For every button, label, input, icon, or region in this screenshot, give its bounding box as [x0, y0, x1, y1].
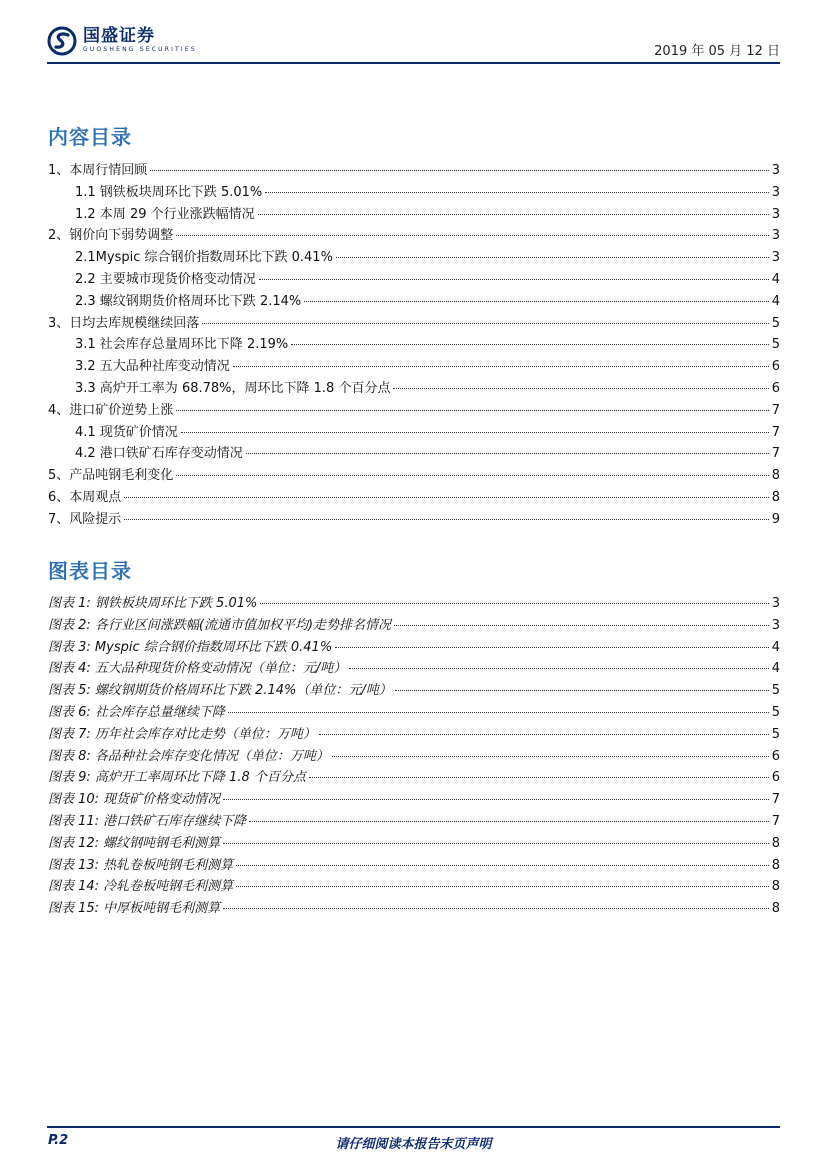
figure-entry-label: 图表 5: 螺纹钢期货价格周环比下跌 2.14%（单位：元/吨）: [48, 683, 392, 699]
toc-entry-label: 4、进口矿价逆势上涨: [48, 402, 174, 418]
dot-leader: [265, 192, 768, 193]
guosheng-logo-icon: [47, 26, 77, 56]
figure-entry-label: 图表 12: 螺纹钢吨钢毛利测算: [48, 835, 221, 851]
figure-entry[interactable]: [48, 875, 780, 897]
figure-entry-label: 图表 15: 中厚板吨钢毛利测算: [48, 901, 221, 917]
figure-entry-page: 8: [771, 901, 780, 917]
toc-entry-page: 3: [771, 250, 780, 266]
contents-list: [48, 159, 780, 530]
figure-entry-label: 图表 14: 冷轧卷板吨钢毛利测算: [48, 879, 234, 895]
figure-entry-page: 8: [771, 879, 780, 895]
toc-entry[interactable]: [48, 377, 780, 399]
dot-leader: [395, 690, 769, 691]
toc-entry-page: 7: [771, 402, 780, 418]
toc-entry-label: 1.2 本周 29 个行业涨跌幅情况: [75, 206, 255, 222]
figures-list: [48, 592, 780, 919]
toc-entry-label: 4.1 现货矿价情况: [75, 424, 178, 440]
dot-leader: [393, 388, 768, 389]
toc-entry-page: 6: [771, 359, 780, 375]
figure-entry-label: 图表 1: 钢铁板块周环比下跌 5.01%: [48, 596, 258, 611]
figure-entry[interactable]: [48, 657, 780, 679]
dot-leader: [319, 734, 769, 735]
figure-entry-label: 图表 4: 五大品种现货价格变动情况（单位：元/吨）: [48, 661, 347, 677]
toc-entry[interactable]: [48, 333, 780, 355]
dot-leader: [150, 170, 768, 171]
figure-entry[interactable]: [48, 614, 780, 636]
toc-entry[interactable]: [48, 464, 780, 486]
figure-entry[interactable]: [48, 636, 780, 658]
toc-entry-label: 5、产品吨钢毛利变化: [48, 468, 174, 484]
dot-leader: [223, 908, 769, 909]
figure-entry[interactable]: [48, 723, 780, 745]
figure-entry-label: 图表 3: Myspic 综合钢价指数周环比下跌 0.41%: [48, 639, 333, 655]
toc-entry-page: 7: [771, 424, 780, 440]
dot-leader: [233, 366, 769, 367]
dot-leader: [249, 821, 769, 822]
figure-entry-page: 7: [771, 792, 780, 808]
toc-entry-page: 3: [771, 184, 780, 200]
dot-leader: [260, 603, 768, 604]
figure-entry[interactable]: [48, 745, 780, 767]
toc-entry[interactable]: [48, 246, 780, 268]
dot-leader: [176, 475, 768, 476]
dot-leader: [291, 344, 768, 345]
toc-entry-label: 2.3 螺纹钢期货价格周环比下跌 2.14%: [75, 293, 302, 309]
toc-entry-label: 2.2 主要城市现货价格变动情况: [75, 271, 256, 287]
toc-entry[interactable]: [48, 268, 780, 290]
dot-leader: [223, 843, 769, 844]
toc-entry-page: 3: [771, 228, 780, 244]
dot-leader: [309, 777, 769, 778]
dot-leader: [181, 432, 769, 433]
toc-entry-label: 1、本周行情回顾: [48, 163, 148, 178]
figure-entry[interactable]: [48, 854, 780, 876]
toc-entry-page: 7: [771, 446, 780, 462]
toc-entry-page: 8: [771, 489, 780, 505]
toc-entry-page: 9: [771, 511, 780, 527]
dot-leader: [223, 799, 769, 800]
dot-leader: [124, 519, 768, 520]
toc-entry[interactable]: [48, 203, 780, 225]
dot-leader: [228, 712, 769, 713]
toc-entry-label: 2.1Myspic 综合钢价指数周环比下跌 0.41%: [75, 250, 333, 266]
dot-leader: [202, 323, 768, 324]
figure-entry-page: 7: [771, 813, 780, 829]
figure-entry-label: 图表 2: 各行业区间涨跌幅(流通市值加权平均)走势排名情况: [48, 617, 392, 633]
report-date: 2019 年 05 月 12 日: [654, 44, 780, 59]
toc-entry[interactable]: [48, 181, 780, 203]
toc-entry-label: 4.2 港口铁矿石库存变动情况: [75, 446, 243, 462]
figure-entry-label: 图表 9: 高炉开工率周环比下降 1.8 个百分点: [48, 770, 306, 786]
toc-entry[interactable]: [48, 224, 780, 246]
figure-entry-label: 图表 6: 社会库存总量继续下降: [48, 704, 225, 720]
figure-entry-page: 3: [771, 596, 780, 611]
dot-leader: [394, 625, 769, 626]
toc-entry[interactable]: [48, 508, 780, 530]
toc-entry[interactable]: [48, 399, 780, 421]
toc-entry-label: 1.1 钢铁板块周环比下跌 5.01%: [75, 184, 263, 200]
toc-entry-page: 6: [771, 380, 780, 396]
toc-entry-page: 4: [771, 271, 780, 287]
figure-entry[interactable]: [48, 788, 780, 810]
toc-entry-label: 3.1 社会库存总量周环比下降 2.19%: [75, 337, 289, 353]
toc-entry-label: 3、日均去库规模继续回落: [48, 315, 200, 331]
toc-entry[interactable]: [48, 355, 780, 377]
toc-entry-label: 7、风险提示: [48, 511, 122, 527]
toc-entry[interactable]: [48, 312, 780, 334]
toc-entry-page: 5: [771, 337, 780, 353]
dot-leader: [236, 865, 769, 866]
figure-entry-page: 8: [771, 857, 780, 873]
dot-leader: [176, 410, 768, 411]
page-number: P.2: [48, 1133, 69, 1148]
toc-entry[interactable]: [48, 290, 780, 312]
figure-entry-label: 图表 13: 热轧卷板吨钢毛利测算: [48, 857, 234, 873]
toc-entry-page: 3: [771, 163, 780, 178]
toc-entry-label: 2、钢价向下弱势调整: [48, 228, 174, 244]
toc-entry-page: 4: [771, 293, 780, 309]
dot-leader: [259, 279, 769, 280]
figure-entry-page: 6: [771, 748, 780, 764]
figure-entry-page: 5: [771, 726, 780, 742]
toc-title: 内容目录: [48, 125, 132, 149]
figure-entry[interactable]: [48, 679, 780, 701]
dot-leader: [304, 301, 768, 302]
toc-entry-page: 3: [771, 206, 780, 222]
dot-leader: [258, 214, 769, 215]
toc-entry-page: 5: [771, 315, 780, 331]
dot-leader: [124, 497, 768, 498]
figure-entry-page: 3: [771, 617, 780, 633]
dot-leader: [236, 886, 769, 887]
figure-entry-label: 图表 8: 各品种社会库存变化情况（单位：万吨）: [48, 748, 329, 764]
dot-leader: [176, 235, 768, 236]
figure-entry[interactable]: [48, 810, 780, 832]
toc-entry[interactable]: [48, 159, 780, 181]
figures-title: 图表目录: [48, 559, 132, 583]
company-logo: [47, 26, 197, 56]
page-header: [47, 26, 780, 62]
toc-entry[interactable]: [48, 486, 780, 508]
toc-entry[interactable]: [48, 442, 780, 464]
toc-entry-page: 8: [771, 468, 780, 484]
toc-entry-label: 3.3 高炉开工率为 68.78%，周环比下降 1.8 个百分点: [75, 380, 391, 396]
logo-text-cn: 国盛证券: [83, 26, 155, 46]
figure-entry-page: 4: [771, 661, 780, 677]
figure-entry[interactable]: [48, 897, 780, 919]
figure-entry-page: 6: [771, 770, 780, 786]
dot-leader: [335, 647, 769, 648]
figure-entry[interactable]: [48, 832, 780, 854]
figure-entry-label: 图表 10: 现货矿价格变动情况: [48, 792, 221, 808]
footer-rule: [47, 1126, 780, 1128]
disclaimer-note: 请仔细阅读本报告末页声明: [335, 1137, 492, 1152]
dot-leader: [246, 453, 769, 454]
toc-entry-label: 3.2 五大品种社库变动情况: [75, 359, 230, 375]
figure-entry-page: 4: [771, 639, 780, 655]
dot-leader: [336, 257, 769, 258]
toc-entry-label: 6、本周观点: [48, 489, 122, 505]
dot-leader: [349, 668, 768, 669]
logo-text-en: GUOSHENG SECURITIES: [83, 46, 197, 53]
figure-entry-label: 图表 11: 港口铁矿石库存继续下降: [48, 813, 247, 829]
figure-entry-page: 8: [771, 835, 780, 851]
header-rule: [47, 62, 780, 64]
figure-entry[interactable]: [48, 766, 780, 788]
figure-entry-label: 图表 7: 历年社会库存对比走势（单位：万吨）: [48, 726, 316, 742]
figure-entry-page: 5: [771, 683, 780, 699]
toc-entry[interactable]: [48, 421, 780, 443]
dot-leader: [332, 756, 769, 757]
figure-entry[interactable]: [48, 592, 780, 614]
figure-entry-page: 5: [771, 704, 780, 720]
figure-entry[interactable]: [48, 701, 780, 723]
